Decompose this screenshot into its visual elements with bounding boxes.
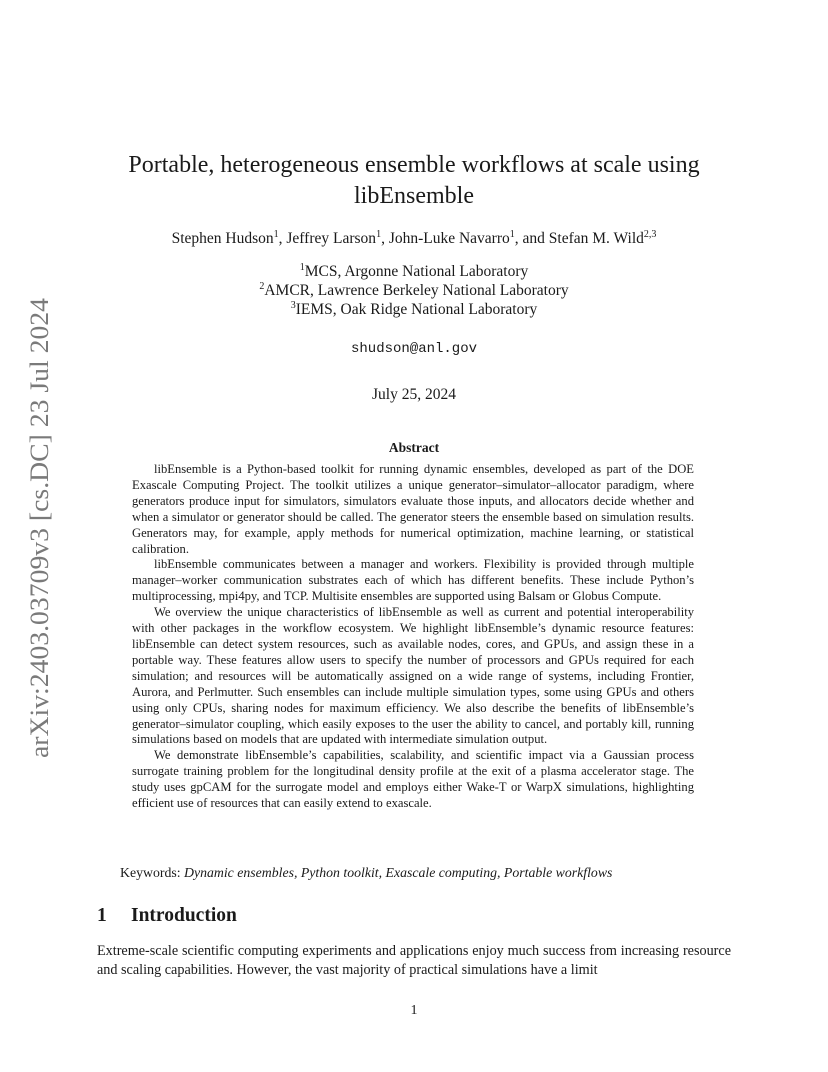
keywords-label: Keywords:: [120, 865, 181, 880]
author: [172, 230, 287, 247]
paper-title: Portable, heterogeneous ensemble workflows at scale using libEnsemble: [128, 152, 700, 209]
affiliation-text: AMCR, Lawrence Berkeley National Laboratory: [264, 282, 569, 299]
author-separator: ,: [381, 230, 389, 247]
author-name: Jeffrey Larson: [286, 230, 377, 247]
paper-date: July 25, 2024: [372, 386, 456, 403]
contact-email: shudson@anl.gov: [350, 341, 478, 357]
author: [286, 230, 388, 247]
author-list: [80, 229, 748, 249]
abstract-paragraph: We overview the unique characteristics of libEnsemble as well as current and potential interoperability with other packages in the workflow ecosystem. We highlight libEnsemble’s dynamic resource features: libEnsemble can detect system resources, such as available nodes, cores, and GPUs, and assign these in a portable way. These features allow users to specify the number of processors and GPUs required for each simulation; and resources will be automatically assigned on a wide range of systems, including Frontier, Aurora, and Perlmutter. Such ensembles can include multiple simulation types, some using GPUs and others using only CPUs, sharing nodes for maximum efficiency. We also describe the benefits of libEnsemble’s generator–simulator coupling, which easily exposes to the user the ability to cancel, and portably kill, running simulations based on models that are updated with intermediate simulation output.: [132, 605, 694, 747]
arxiv-stamp-text: arXiv:2403.03709v3 [cs.DC] 23 Jul 2024: [25, 326, 54, 758]
author-name: Stefan M. Wild: [548, 230, 644, 247]
section-title: Introduction: [131, 905, 237, 926]
author-separator: ,: [278, 230, 287, 247]
author: [389, 230, 549, 247]
section-heading: [97, 904, 737, 928]
abstract-heading: Abstract: [388, 440, 440, 455]
affiliation-list: [80, 262, 748, 319]
keywords-list: Dynamic ensembles, Python toolkit, Exascale computing, Portable workflows: [184, 865, 613, 880]
affiliation-mark: 2: [259, 281, 265, 292]
abstract-paragraph: libEnsemble communicates between a manager and workers. Flexibility is provided through multiple manager–worker communication substrates each of which has different benefits. These include Python’s multiprocessing, mpi4py, and TCP. Multisite ensembles are supported using Balsam or Globus Compute.: [132, 557, 694, 604]
affiliation: [80, 262, 748, 281]
author-name: Stephen Hudson: [171, 230, 274, 247]
affiliation: [80, 300, 748, 319]
page-number: 1: [410, 1003, 418, 1018]
affiliation-text: IEMS, Oak Ridge National Laboratory: [295, 301, 538, 318]
abstract-body: [132, 462, 694, 812]
affiliation-mark: 1: [299, 262, 305, 273]
author-affil-mark: 1: [273, 229, 279, 240]
arxiv-stamp: [16, 294, 60, 758]
author: [549, 230, 657, 247]
intro-paragraph: Extreme-scale scientific computing experiments and applications enjoy much success from increasing resource and scaling capabilities. However, the vast majority of practical simulations have a limit: [97, 943, 731, 978]
author-affil-mark: 2,3: [643, 229, 657, 240]
keywords-line: [120, 864, 720, 881]
abstract-paragraph: libEnsemble is a Python-based toolkit for running dynamic ensembles, developed as part of the DOE Exascale Computing Project. The toolkit utilizes a unique generator–simulator–allocator paradigm, where generators produce input for simulators, simulators evaluate those inputs, and allocators decide whether and when a simulator or generator should be called. The generator steers the ensemble based on simulation results. Generators may, for example, apply methods for numerical optimization, machine learning, or statistical calibration.: [132, 462, 694, 556]
author-separator: , and: [514, 230, 549, 247]
affiliation-mark: 3: [290, 300, 296, 311]
affiliation: [80, 281, 748, 300]
abstract-paragraph: We demonstrate libEnsemble’s capabilities, scalability, and scientific impact via a Gaussian process surrogate training problem for the longitudinal density profile at the exit of a plasma accelerator stage. The study uses gpCAM for the surrogate model and employs either Wake-T or WarpX simulations, highlighting efficient use of resources that can easily extend to exascale.: [132, 748, 694, 811]
author-name: John-Luke Navarro: [388, 230, 510, 247]
author-affil-mark: 1: [509, 229, 515, 240]
author-affil-mark: 1: [376, 229, 382, 240]
affiliation-text: MCS, Argonne National Laboratory: [304, 263, 529, 280]
section-number: 1: [97, 905, 107, 926]
